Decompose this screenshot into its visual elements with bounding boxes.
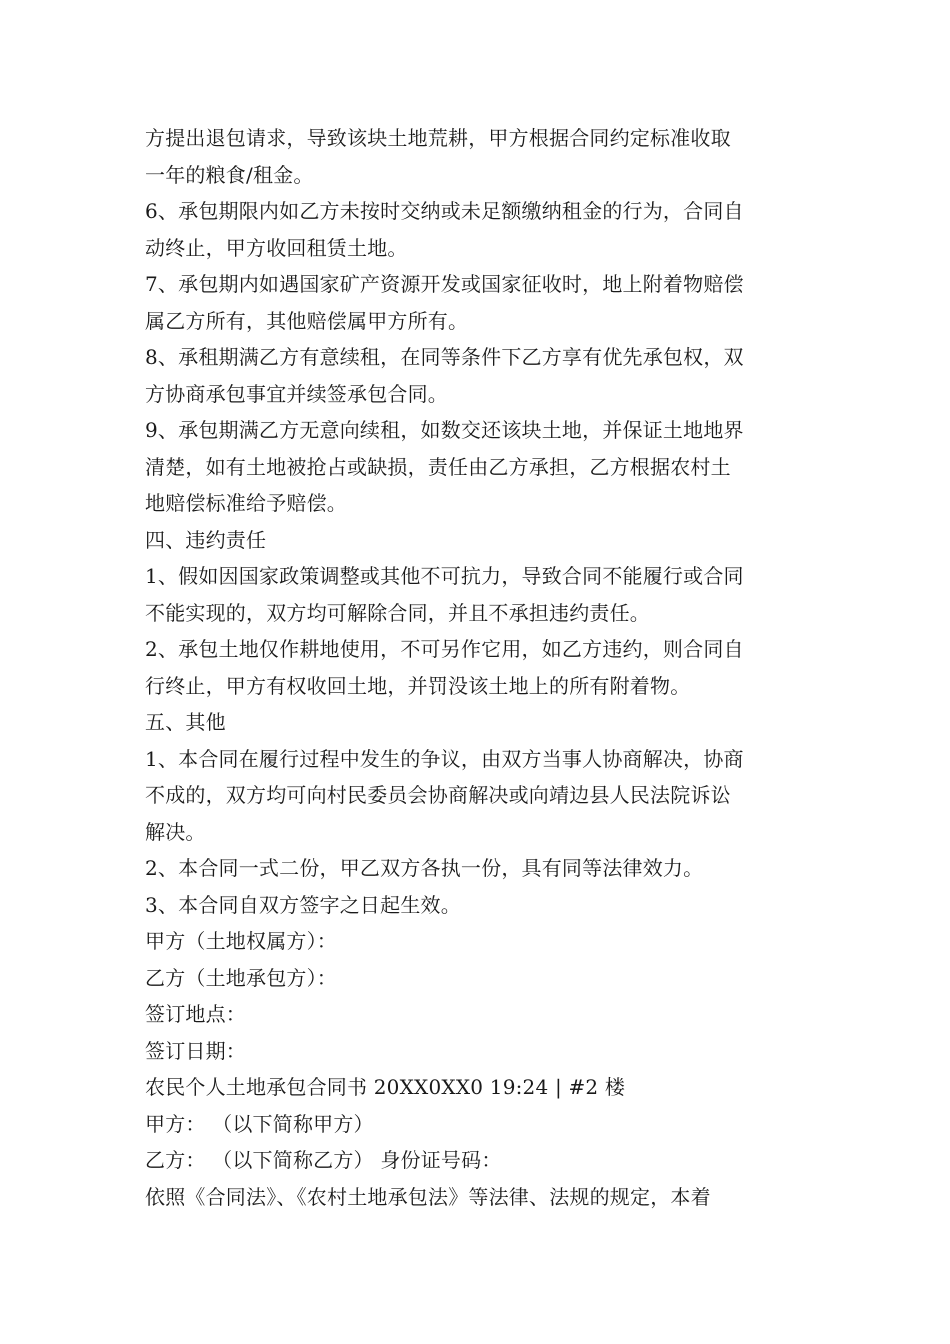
text-line: 方提出退包请求，导致该块土地荒耕，甲方根据合同约定标准收取 xyxy=(145,126,731,150)
text-line: 属乙方所有，其他赔偿属甲方所有。 xyxy=(145,308,469,333)
signing-place-field: 签订地点： xyxy=(145,1002,246,1026)
text-line: 1、本合同在履行过程中发生的争议，由双方当事人协商解决，协商 xyxy=(145,746,744,771)
party-a-field: 甲方： （以下简称甲方） xyxy=(145,1111,374,1136)
text-line: 依照《合同法》、《农村土地承包法》等法律、法规的规定，本着 xyxy=(145,1184,711,1209)
text-line: 地赔偿标准给予赔偿。 xyxy=(145,491,347,515)
section-heading-breach: 四、违约责任 xyxy=(145,527,267,552)
text-line: 1、假如因国家政策调整或其他不可抗力，导致合同不能履行或合同 xyxy=(145,564,744,588)
text-line: 7、承包期内如遇国家矿产资源开发或国家征收时，地上附着物赔偿 xyxy=(145,272,744,296)
section-heading-other: 五、其他 xyxy=(145,710,226,734)
text-line: 行终止，甲方有权收回土地，并罚没该土地上的所有附着物。 xyxy=(145,673,691,698)
text-line: 6、承包期限内如乙方未按时交纳或未足额缴纳租金的行为，合同自 xyxy=(145,199,744,223)
text-line: 9、承包期满乙方无意向续租，如数交还该块土地，并保证土地地界 xyxy=(145,418,744,442)
text-line: 2、承包土地仅作耕地使用，不可另作它用，如乙方违约，则合同自 xyxy=(145,637,744,661)
text-line: 8、承租期满乙方有意续租，在同等条件下乙方享有优先承包权，双 xyxy=(145,345,744,369)
signing-date-field: 签订日期： xyxy=(145,1038,246,1063)
party-b-field: 乙方： （以下简称乙方） 身份证号码： xyxy=(145,1148,502,1172)
party-a-signature-field: 甲方（土地权属方）： xyxy=(145,929,337,953)
text-line: 2、本合同一式二份，甲乙双方各执一份，具有同等法律效力。 xyxy=(145,856,704,880)
party-b-signature-field: 乙方（土地承包方）： xyxy=(145,965,337,990)
text-line: 不能实现的，双方均可解除合同，并且不承担违约责任。 xyxy=(145,600,650,625)
text-line: 一年的粮食/租金。 xyxy=(145,162,314,187)
text-line: 解决。 xyxy=(145,819,206,844)
text-line: 清楚，如有土地被抢占或缺损，责任由乙方承担，乙方根据农村土 xyxy=(145,454,731,479)
post-header: 农民个人土地承包合同书 20XX0XX0 19:24 | #2 楼 xyxy=(145,1075,626,1099)
text-line: 不成的，双方均可向村民委员会协商解决或向靖边县人民法院诉讼 xyxy=(145,783,731,807)
text-line: 3、本合同自双方签字之日起生效。 xyxy=(145,892,461,917)
document-body xyxy=(145,120,810,1215)
text-line: 方协商承包事宜并续签承包合同。 xyxy=(145,381,448,406)
text-line: 动终止，甲方收回租赁土地。 xyxy=(145,235,408,260)
